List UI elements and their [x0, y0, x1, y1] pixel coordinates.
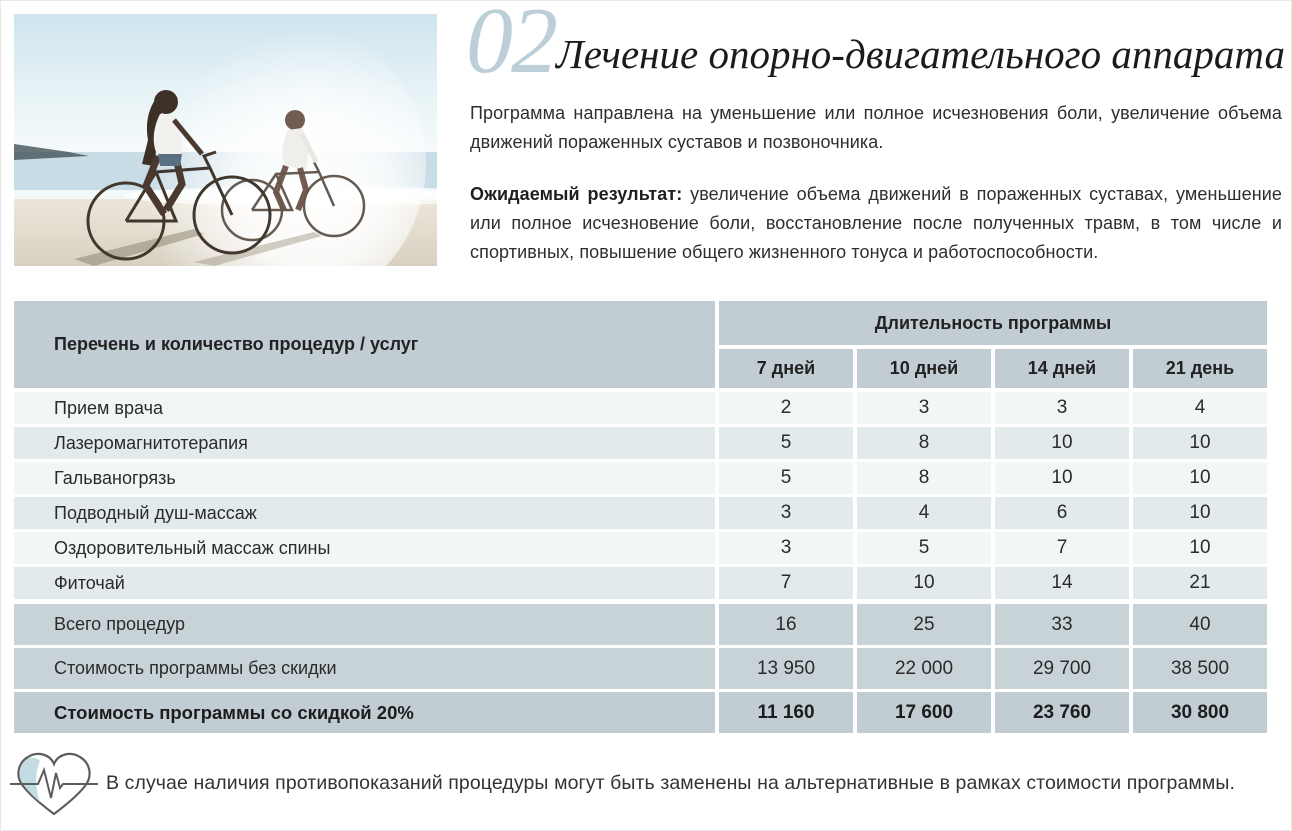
program-description: Программа направлена на уменьшение или полное исчезновения боли, увеличение объема движений пораженных суставов и позвоночника. — [470, 103, 1282, 152]
service-count: 8 — [857, 462, 991, 494]
service-name: Прием врача — [14, 392, 715, 424]
service-count: 4 — [1133, 392, 1267, 424]
service-name: Гальваногрязь — [14, 462, 715, 494]
beach-cyclists-photo — [14, 14, 437, 266]
heart-pulse-icon — [8, 742, 100, 824]
total-count: 33 — [995, 604, 1129, 645]
duration-subheaders — [719, 349, 1267, 388]
duration-header-group — [719, 301, 1267, 388]
discount-price-value: 23 760 — [995, 692, 1129, 733]
service-name: Оздоровительный массаж спины — [14, 532, 715, 564]
total-label: Всего процедур — [14, 604, 715, 645]
table-row-price-full — [14, 648, 1267, 689]
table-row — [14, 497, 1267, 529]
service-count: 21 — [1133, 567, 1267, 599]
column-header-services: Перечень и количество процедур / услуг — [14, 301, 715, 388]
discount-price-label: Стоимость программы со скидкой 20% — [14, 692, 715, 733]
column-header-duration: Длительность программы — [719, 301, 1267, 345]
expected-result-text: увеличение объема движений в пораженных суставах, уменьшение или полное исчезновение боли, восстановление после полученных травм, в том числе и спортивных, повышение общего жизненного тонуса и работоспособности. — [470, 184, 1282, 262]
service-count: 5 — [857, 532, 991, 564]
total-count: 25 — [857, 604, 991, 645]
beach-photo-graphic — [14, 14, 437, 266]
expected-result-label: Ожидаемый результат: — [470, 184, 683, 204]
note-text: В случае наличия противопоказаний процедуры могут быть заменены на альтернативные в рамках стоимости программы. — [106, 771, 1236, 794]
service-name: Лазеромагнитотерапия — [14, 427, 715, 459]
program-price-table — [14, 301, 1267, 736]
service-count: 7 — [995, 532, 1129, 564]
column-header-7-days: 7 дней — [719, 349, 853, 388]
service-name: Фиточай — [14, 567, 715, 599]
table-row — [14, 392, 1267, 424]
column-header-14-days: 14 дней — [995, 349, 1129, 388]
service-count: 10 — [1133, 462, 1267, 494]
column-header-10-days: 10 дней — [857, 349, 991, 388]
expected-result-paragraph — [470, 180, 1282, 266]
service-count: 8 — [857, 427, 991, 459]
service-count: 3 — [995, 392, 1129, 424]
column-header-21-days: 21 день — [1133, 349, 1267, 388]
price-label: Стоимость программы без скидки — [14, 648, 715, 689]
service-count: 3 — [719, 497, 853, 529]
service-count: 14 — [995, 567, 1129, 599]
discount-price-value: 11 160 — [719, 692, 853, 733]
service-count: 10 — [1133, 427, 1267, 459]
section-number: 02 — [466, 0, 556, 93]
total-count: 40 — [1133, 604, 1267, 645]
page-title: Лечение опорно-двигательного аппарата — [556, 31, 1286, 77]
discount-price-value: 30 800 — [1133, 692, 1267, 733]
price-value: 13 950 — [719, 648, 853, 689]
price-value: 29 700 — [995, 648, 1129, 689]
service-count: 10 — [995, 427, 1129, 459]
table-row — [14, 427, 1267, 459]
service-count: 10 — [1133, 532, 1267, 564]
table-row — [14, 567, 1267, 599]
service-count: 7 — [719, 567, 853, 599]
table-header — [14, 301, 1267, 388]
service-name: Подводный душ-массаж — [14, 497, 715, 529]
table-row-total-procedures — [14, 604, 1267, 645]
contraindications-note — [8, 742, 1235, 824]
service-count: 4 — [857, 497, 991, 529]
service-count: 10 — [995, 462, 1129, 494]
service-count: 6 — [995, 497, 1129, 529]
service-count: 10 — [1133, 497, 1267, 529]
total-count: 16 — [719, 604, 853, 645]
table-row-price-discounted — [14, 692, 1267, 733]
table-row — [14, 462, 1267, 494]
table-row — [14, 532, 1267, 564]
discount-price-value: 17 600 — [857, 692, 991, 733]
service-count: 3 — [857, 392, 991, 424]
price-value: 38 500 — [1133, 648, 1267, 689]
service-count: 2 — [719, 392, 853, 424]
price-value: 22 000 — [857, 648, 991, 689]
service-count: 5 — [719, 462, 853, 494]
service-count: 5 — [719, 427, 853, 459]
service-count: 10 — [857, 567, 991, 599]
service-count: 3 — [719, 532, 853, 564]
